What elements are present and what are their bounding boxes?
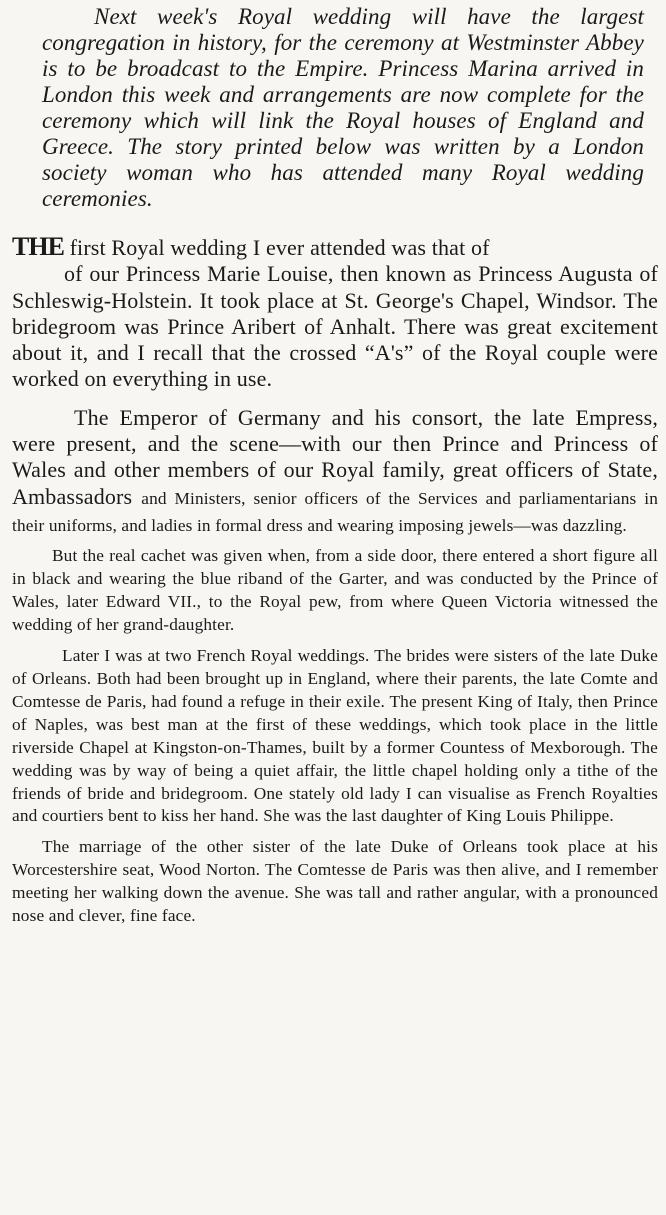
paragraph-3: But the real cachet was given when, from a side door, there entered a short figure all in black and wearing the blue riband of the Garter, and was conducted by the Prince of Wales, later Edward VII., to the Royal pew, from where Queen Victoria witnessed the wedding of her grand-daughter. xyxy=(12,546,658,635)
drop-cap-word: THE xyxy=(12,232,64,261)
paragraph-1 xyxy=(12,234,658,393)
paragraph-2-small-text: and Ministers, senior officers of the Services and parliamentarians in their uniforms, and ladies in formal dress and wearing imposing jewels—was dazzling. xyxy=(12,488,658,535)
paragraph-2 xyxy=(12,405,658,538)
paragraph-4: Later I was at two French Royal weddings. The brides were sisters of the late Duke of Orleans. Both had been brought up in England, where their parents, the late Comte and Comtesse de Paris, had found a refuge in their exile. The present King of Italy, then Prince of Naples, was best man at the first of these weddings, which took place in the little riverside Chapel at Kingston-on-Thames, built by a former Countess of Mexborough. The wedding was by way of being a quiet affair, the little chapel holding only a tithe of the friends of bride and bridegroom. One stately old lady I can visualise as French Royalties and courtiers bent to kiss her hand. She was the last daughter of King Louis Philippe. xyxy=(12,646,658,826)
paragraph-1-body: of our Princess Marie Louise, then known as Princess Augusta of Schleswig-Holstein. It took place at St. George's Chapel, Windsor. The bridegroom was Prince Aribert of Anhalt. There was great excitement about it, and I recall that the crossed “A's” of the Royal couple were worked on everything in use. xyxy=(12,261,658,392)
paragraph-5: The marriage of the other sister of the late Duke of Orleans took place at his Worcestershire seat, Wood Norton. The Comtesse de Paris was then alive, and I remember meeting her walking down the avenue. She was tall and rather angular, with a pronounced nose and clever, fine face. xyxy=(12,837,658,926)
paragraph-1-first-line: first Royal wedding I ever attended was that of xyxy=(69,235,490,260)
article-intro: Next week's Royal wedding will have the largest congregation in history, for the ceremony at Westminster Abbey is to be broadcast to the Empire. Princess Marina arrived in London this week and arrangements are now complete for the ceremony which will link the Royal houses of England and Greece. The story printed below was written by a London society woman who has attended many Royal wedding ceremonies. xyxy=(42,4,644,211)
paragraph-2-large-text: The Emperor of Germany and his consort, the late Empress, were present, and the scene—with our then Prince and Princess of Wales and other members of our Royal family, great officers of State, Ambassadors xyxy=(12,404,658,509)
